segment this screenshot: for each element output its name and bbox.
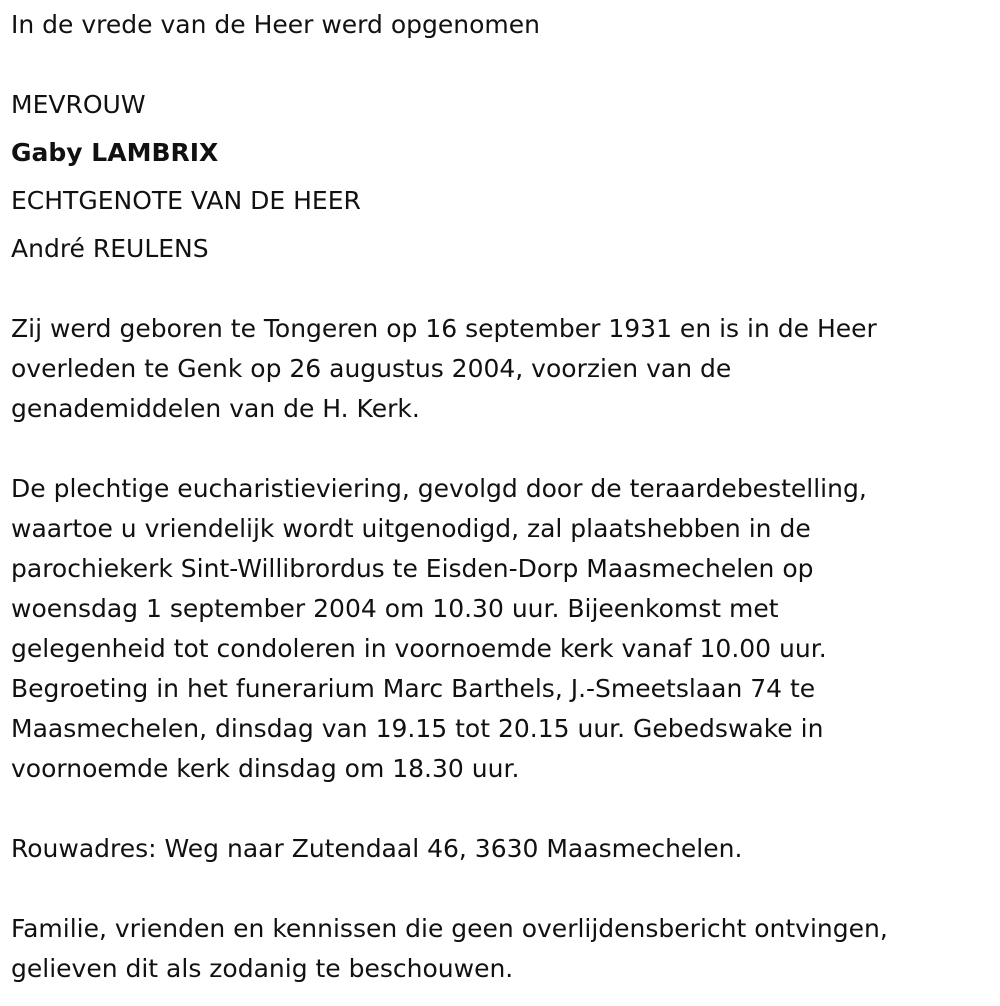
ceremony-line: Begroeting in het funerarium Marc Barthels, J.-Smeetslaan 74 te	[11, 674, 816, 703]
birth-death-line: genademiddelen van de H. Kerk.	[11, 394, 420, 423]
ceremony-line: De plechtige eucharistieviering, gevolgd door de teraardebestelling,	[11, 474, 867, 503]
closing-line: Familie, vrienden en kennissen die geen overlijdensbericht ontvingen,	[11, 914, 888, 943]
ceremony-line: voornoemde kerk dinsdag om 18.30 uur.	[11, 754, 520, 783]
mourning-address: Rouwadres: Weg naar Zutendaal 46, 3630 Maasmechelen.	[11, 834, 743, 863]
ceremony-line: woensdag 1 september 2004 om 10.30 uur. Bijeenkomst met	[11, 594, 779, 623]
ceremony-line: gelegenheid tot condoleren in voornoemde kerk vanaf 10.00 uur.	[11, 634, 827, 663]
title-prefix: MEVROUW	[11, 90, 146, 119]
spouse-label: ECHTGENOTE VAN DE HEER	[11, 186, 361, 215]
intro-line: In de vrede van de Heer werd opgenomen	[11, 10, 540, 39]
birth-death-line: Zij werd geboren te Tongeren op 16 september 1931 en is in de Heer	[11, 314, 877, 343]
ceremony-line: Maasmechelen, dinsdag van 19.15 tot 20.15 uur. Gebedswake in	[11, 714, 824, 743]
spouse-name: André REULENS	[11, 234, 209, 263]
birth-death-line: overleden te Genk op 26 augustus 2004, voorzien van de	[11, 354, 732, 383]
deceased-name: Gaby LAMBRIX	[11, 138, 219, 167]
ceremony-line: waartoe u vriendelijk wordt uitgenodigd, zal plaatshebben in de	[11, 514, 811, 543]
ceremony-line: parochiekerk Sint-Willibrordus te Eisden-Dorp Maasmechelen op	[11, 554, 814, 583]
closing-line: gelieven dit als zodanig te beschouwen.	[11, 954, 514, 983]
